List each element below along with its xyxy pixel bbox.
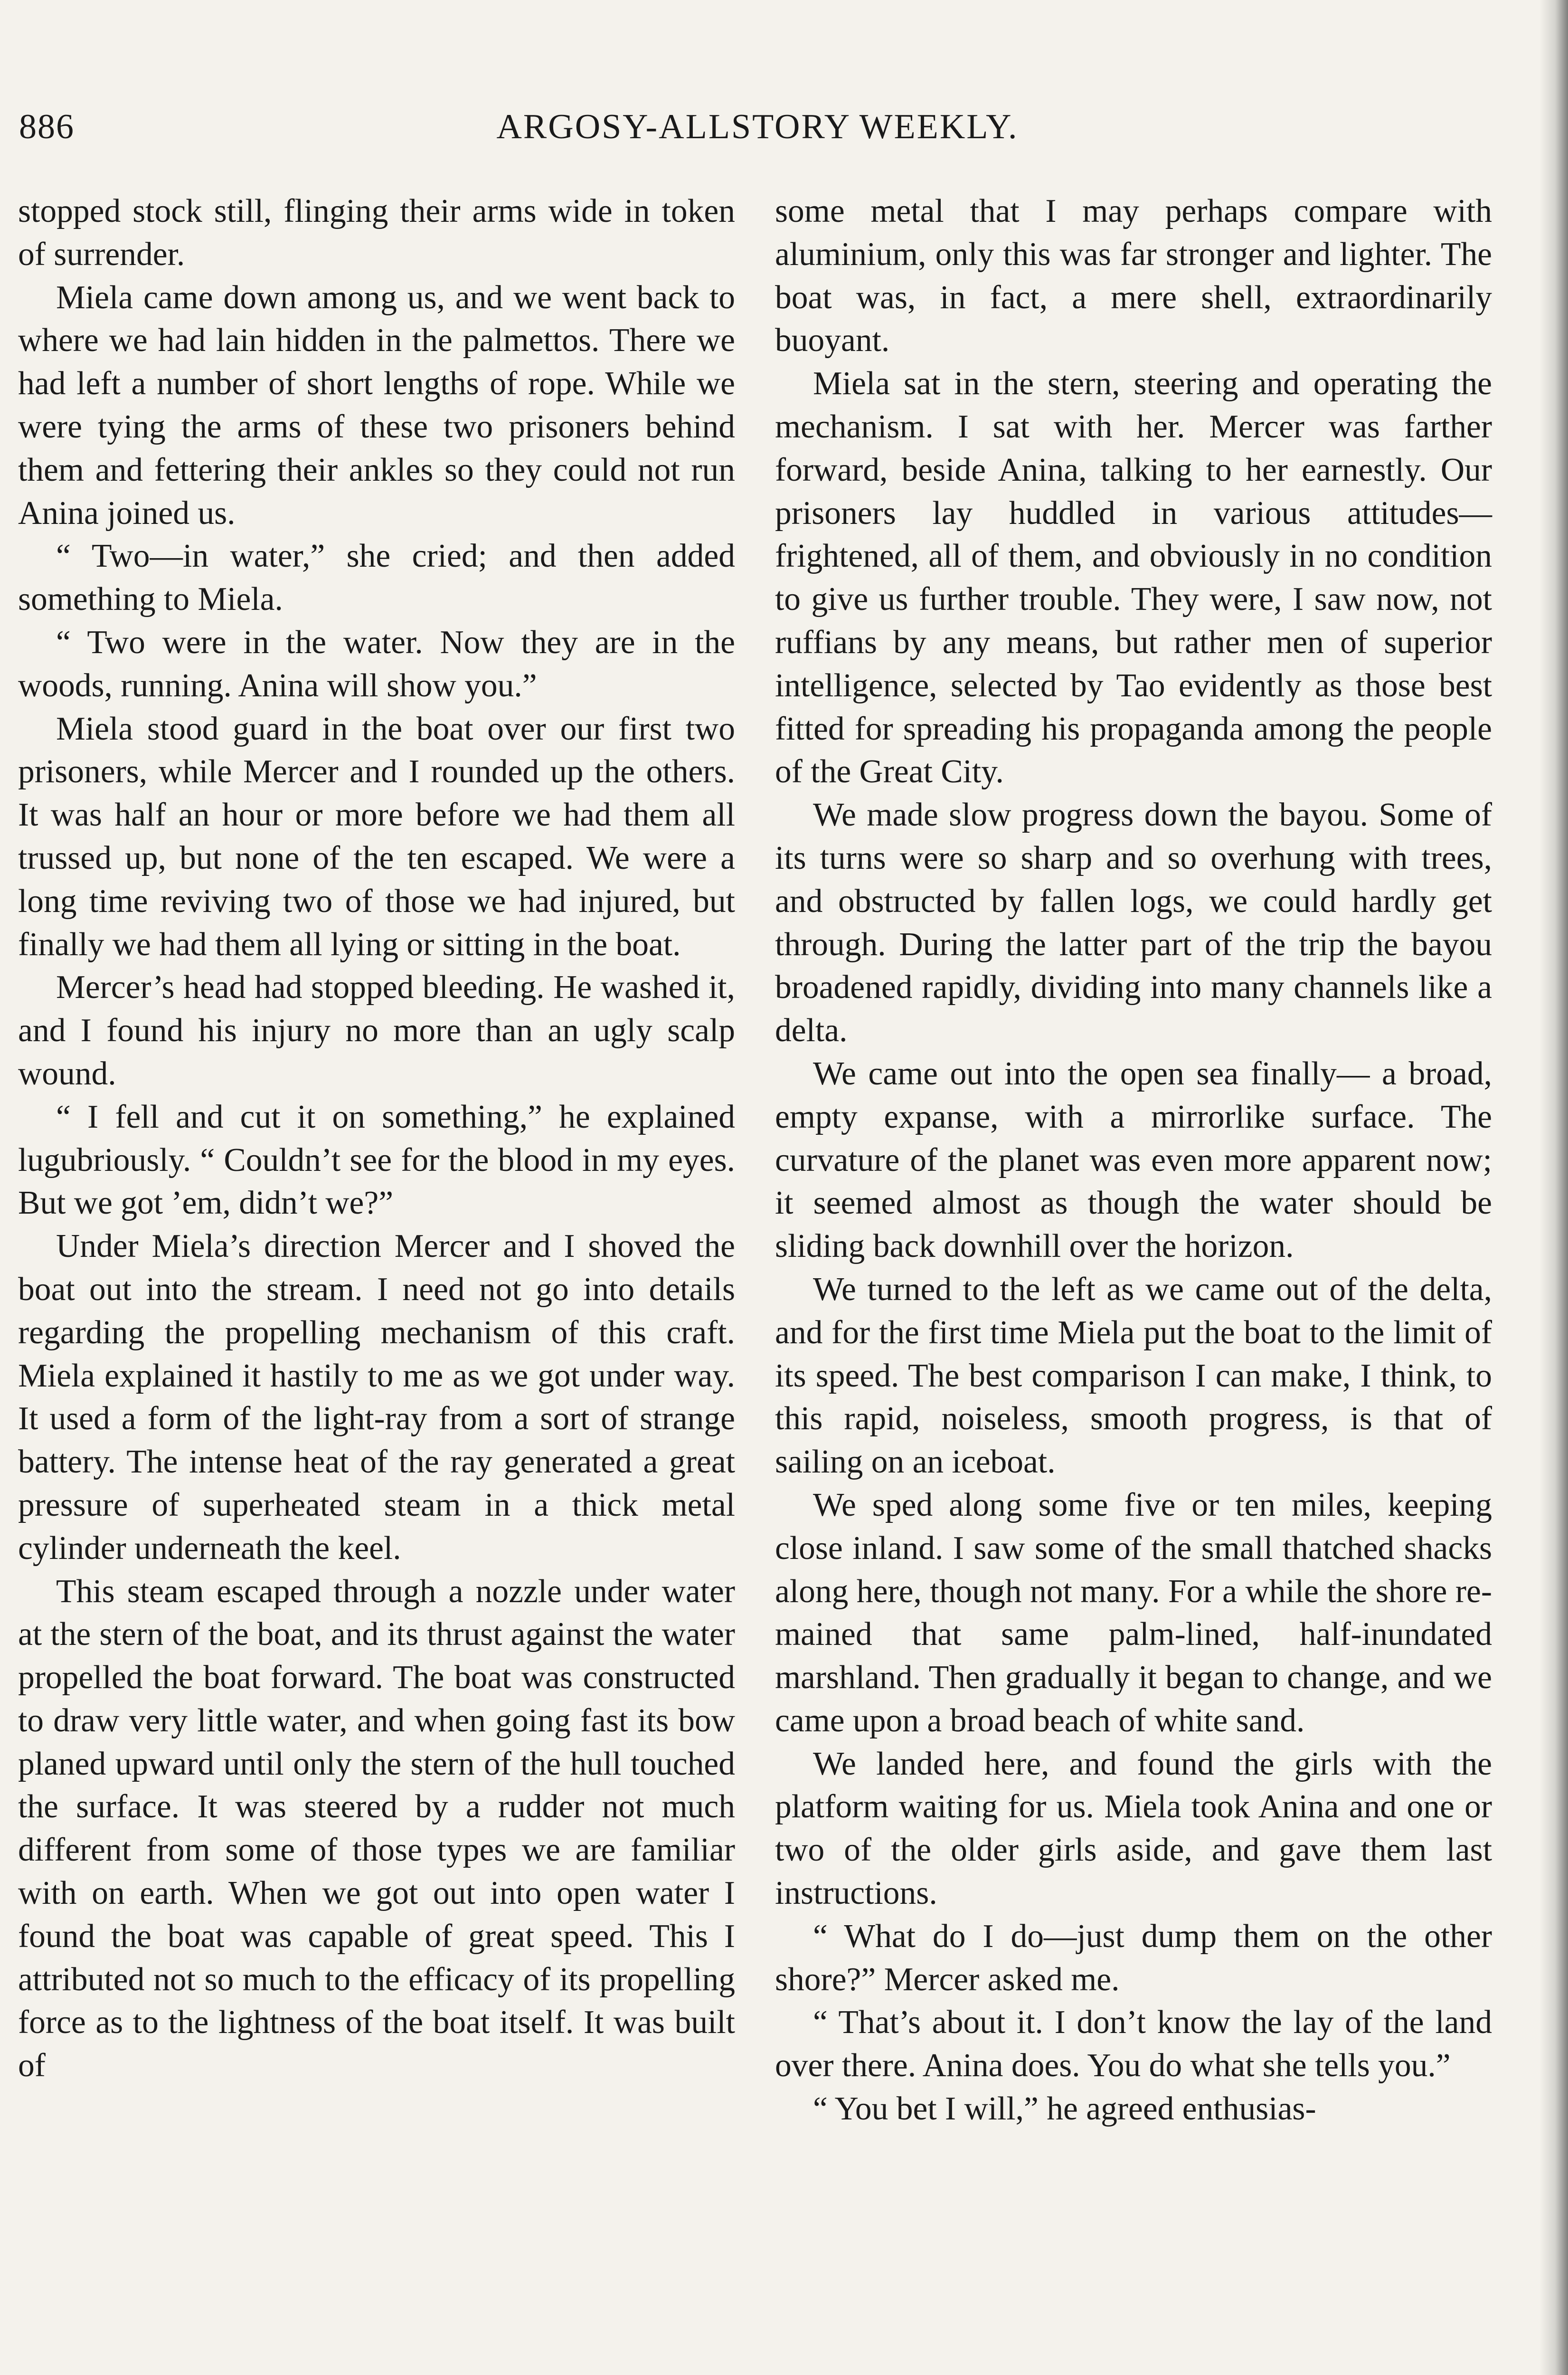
paragraph: We sped along some five or ten miles, keeping close inland. I saw some of the small thatched shacks along here, though not many. For a while the shore remained that same palm-lined, half-inundated marshland. Then gradually it began to change, and we came upon a broad beach of white sand. <box>775 1486 1492 1739</box>
running-title: ARGOSY-ALLSTORY WEEKLY. <box>496 107 1019 146</box>
paragraph: We landed here, and found the girls with the platform waiting for us. Miela took Anina and one or two of the older girls aside, and gave them last instructions. <box>775 1745 1492 1912</box>
paragraph: Under Miela’s direction Mercer and I shoved the boat out into the stream. I need not go into details regarding the propelling mechanism of this craft. Miela explained it hastily to me as we got under way. It used a form of the light-ray from a sort of strange battery. The intense heat of the ray generated a great pressure of superheated steam in a thick metal cylinder underneath the keel. <box>18 1228 735 1567</box>
left-column <box>18 190 735 2088</box>
paragraph: “ What do I do—just dump them on the other shore?” Mercer asked me. <box>775 1918 1492 1998</box>
paragraph: We turned to the left as we came out of the delta, and for the first time Miela put the boat to the limit of its speed. The best comparison I can make, I think, to this rapid, noiseless, smooth progress, is that of sailing on an iceboat. <box>775 1271 1492 1481</box>
paragraph: This steam escaped through a nozzle under water at the stern of the boat, and its thrust against the water propelled the boat forward. The boat was constructed to draw very little water, and when going fast its bow planed upward until only the stern of the hull touched the surface. It was steered by a rudder not much different from some of those types we are familiar with on earth. When we got out into open water I found the boat was capable of great speed. This I attributed not so much to the efficacy of its propelling force as to the lightness of the boat itself. It was built of <box>18 1573 735 2084</box>
paragraph: “ You bet I will,” he agreed enthusias- <box>813 2090 1316 2128</box>
page-header <box>19 107 1496 159</box>
paragraph: stopped stock still, flinging their arms wide in token of surrender. <box>18 193 735 273</box>
paragraph: “ I fell and cut it on something,” he explained lugubriously. “ Couldn’t see for the blood in my eyes. But we got ’em, didn’t we?” <box>18 1098 735 1222</box>
paragraph: some metal that I may perhaps compare with aluminium, only this was far stronger and lighter. The boat was, in fact, a mere shell, extraordinarily buoyant. <box>775 193 1492 359</box>
paragraph: “ Two—in water,” she cried; and then added something to Miela. <box>18 538 735 618</box>
paragraph: We came out into the open sea finally— a broad, empty expanse, with a mirrorlike surface. The curvature of the planet was even more apparent now; it seemed almost as though the water should be sliding back downhill over the horizon. <box>775 1055 1492 1265</box>
paragraph: “ Two were in the water. Now they are in the woods, running. Anina will show you.” <box>18 624 735 704</box>
paragraph: Miela stood guard in the boat over our first two prisoners, while Mercer and I rounded up the others. It was half an hour or more before we had them all trussed up, but none of the ten escaped. We were a long time reviving two of those we had injured, but finally we had them all lying or sitting in the boat. <box>18 710 735 963</box>
paragraph: Miela sat in the stern, steering and operating the mechanism. I sat with her. Mercer was farther forward, beside Anina, talking to her earnestly. Our prisoners lay huddled in various attitudes—frightened, all of them, and obviously in no condition to give us further trouble. They were, I saw now, not ruffians by any means, but rather men of superior intelligence, selected by Tao evidently as those best fitted for spreading his propaganda among the people of the Great City. <box>775 365 1492 790</box>
paragraph: We made slow progress down the bayou. Some of its turns were so sharp and so overhung with trees, and obstructed by fallen logs, we could hardly get through. During the latter part of the trip the bayou broadened rapidly, dividing into many channels like a delta. <box>775 797 1492 1049</box>
page-edge-shadow <box>1540 0 1568 2375</box>
paragraph: Miela came down among us, and we went back to where we had lain hidden in the palmettos. There we had left a number of short lengths of rope. While we were tying the arms of these two prisoners behind them and fettering their ankles so they could not run Anina joined us. <box>18 279 735 532</box>
right-column <box>775 190 1492 2131</box>
paragraph: Mercer’s head had stopped bleeding. He washed it, and I found his injury no more than an ugly scalp wound. <box>18 969 735 1092</box>
paragraph: “ That’s about it. I don’t know the lay of the land over there. Anina does. You do what she tells you.” <box>775 2004 1492 2084</box>
page-number: 886 <box>19 107 75 146</box>
